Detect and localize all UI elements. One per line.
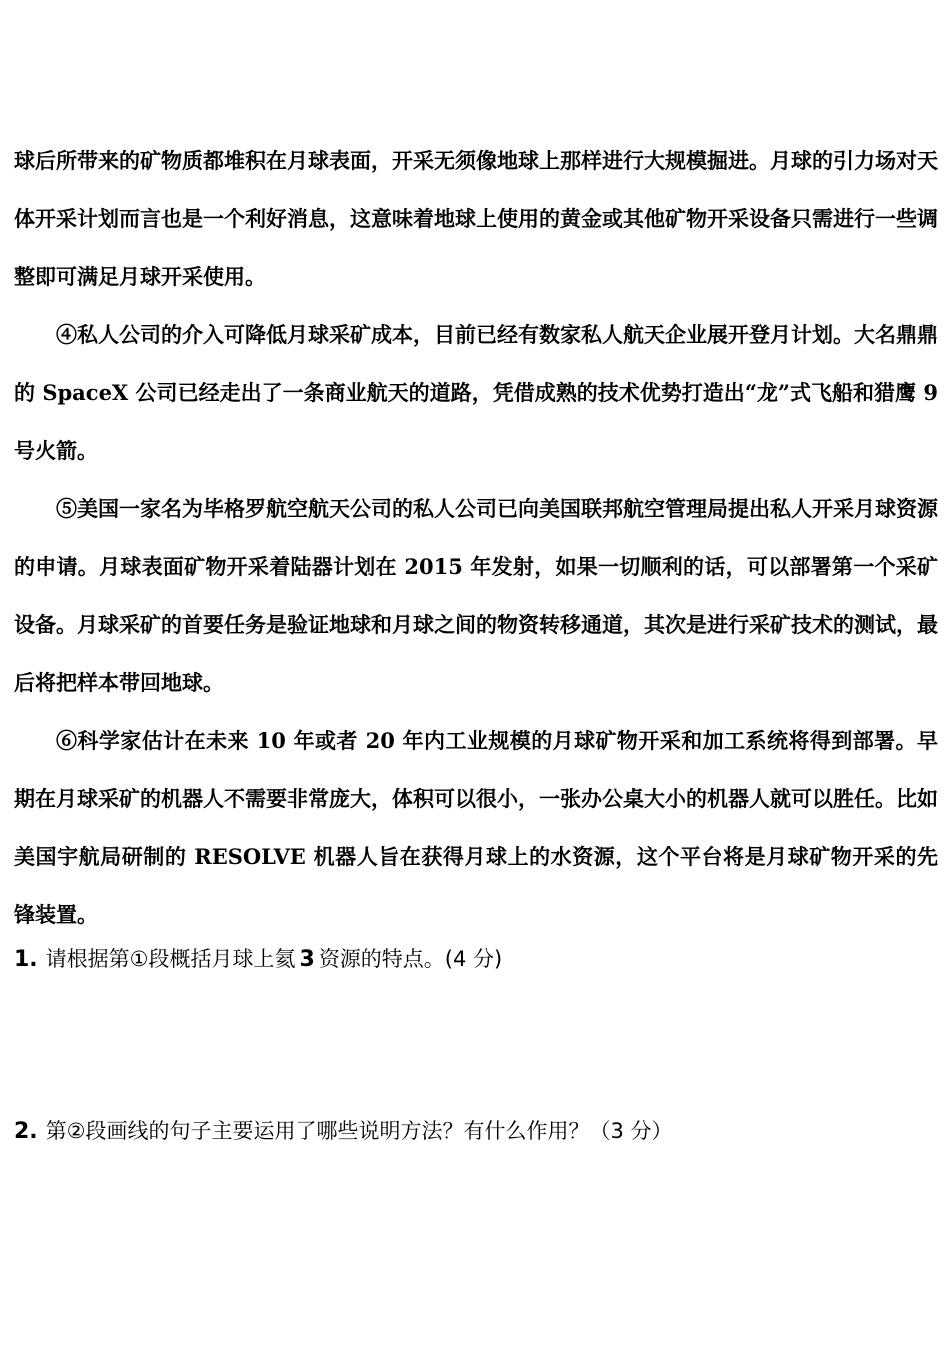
- answer-space-1: [14, 980, 938, 1100]
- question-1-inline-bold: 3: [299, 947, 315, 972]
- question-1: [14, 944, 938, 975]
- question-2-text: 第②段画线的句子主要运用了哪些说明方法？有什么作用？（3 分）: [45, 1119, 673, 1143]
- answer-space-2: [14, 1152, 938, 1332]
- question-1-number: 1.: [14, 947, 38, 972]
- question-1-text-after: 资源的特点。(4 分): [318, 947, 503, 971]
- paragraph-4: ④私人公司的介入可降低月球采矿成本，目前已经有数家私人航天企业展开登月计划。大名鼎鼎的 SpaceX 公司已经走出了一条商业航天的道路，凭借成熟的技术优势打造出“龙”式飞船和猎鹰 9 号火箭。: [14, 322, 938, 463]
- paragraph-6: ⑥科学家估计在未来 10 年或者 20 年内工业规模的月球矿物开采和加工系统将得到部署。早期在月球采矿的机器人不需要非常庞大，体积可以很小，一张办公桌大小的机器人就可以胜任。比如美国宇航局研制的 RESOLVE 机器人旨在获得月球上的水资源，这个平台将是月球矿物开采的先锋装置。: [14, 728, 938, 927]
- paragraph-continued: 球后所带来的矿物质都堆积在月球表面，开采无须像地球上那样进行大规模掘进。月球的引力场对天体开采计划而言也是一个利好消息，这意味着地球上使用的黄金或其他矿物开采设备只需进行一些调整即可满足月球开采使用。: [14, 148, 938, 289]
- question-2: [14, 1116, 938, 1147]
- paragraph-5: ⑤美国一家名为毕格罗航空航天公司的私人公司已向美国联邦航空管理局提出私人开采月球资源的申请。月球表面矿物开采着陆器计划在 2015 年发射，如果一切顺利的话，可以部署第一个采矿设备。月球采矿的首要任务是验证地球和月球之间的物资转移通道，其次是进行采矿技术的测试，最后将把样本带回地球。: [14, 496, 938, 695]
- article-body: [14, 132, 938, 944]
- question-2-number: 2.: [14, 1119, 38, 1144]
- question-1-text-before: 请根据第①段概括月球上氦: [45, 947, 296, 971]
